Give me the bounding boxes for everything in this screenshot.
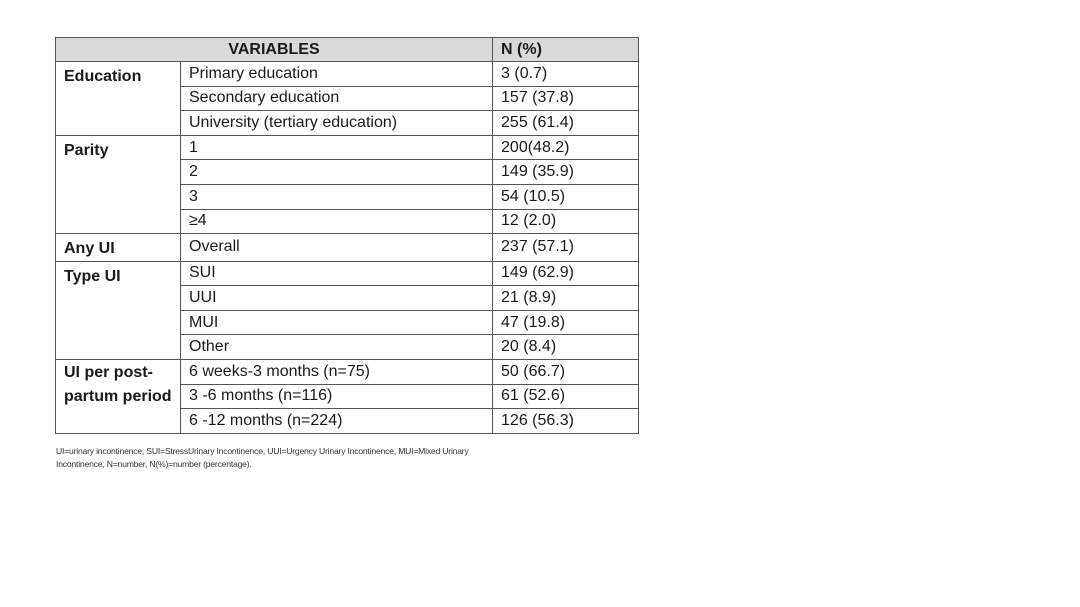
value-cell: 149 (35.9) (493, 160, 639, 185)
table-row (56, 135, 639, 160)
value-cell: 61 (52.6) (493, 384, 639, 409)
value-cell: 200(48.2) (493, 135, 639, 160)
value-cell: 20 (8.4) (493, 335, 639, 360)
category-cell: 3 (181, 184, 493, 209)
footnote-line-1: UI=urinary incontinence, SUI=StressUrinary Incontinence, UUI=Urgency Urinary Incontinence, MUI=Mixed Urinary (56, 446, 469, 456)
category-cell: Secondary education (181, 86, 493, 111)
table-row (56, 234, 639, 262)
table-row (56, 360, 639, 385)
category-cell: 6 weeks-3 months (n=75) (181, 360, 493, 385)
category-cell: 2 (181, 160, 493, 185)
group-label-parity: Parity (56, 135, 181, 233)
footnote-line-2: Incontinence, N=number, N(%)=number (percentage). (56, 458, 252, 469)
category-cell: UUI (181, 286, 493, 311)
demographics-table (55, 37, 639, 434)
value-cell: 50 (66.7) (493, 360, 639, 385)
value-cell: 54 (10.5) (493, 184, 639, 209)
category-cell: University (tertiary education) (181, 111, 493, 136)
category-cell: SUI (181, 261, 493, 286)
header-n-percent: N (%) (493, 38, 639, 62)
table-footnote (56, 445, 576, 470)
category-cell: Overall (181, 234, 493, 262)
group-label-education: Education (56, 62, 181, 136)
category-cell: 3 -6 months (n=116) (181, 384, 493, 409)
category-cell: 1 (181, 135, 493, 160)
group-label-any-ui: Any UI (56, 234, 181, 262)
value-cell: 126 (56.3) (493, 409, 639, 434)
group-label-ui-postpartum: UI per post-partum period (56, 360, 181, 434)
value-cell: 255 (61.4) (493, 111, 639, 136)
value-cell: 157 (37.8) (493, 86, 639, 111)
category-cell: ≥4 (181, 209, 493, 234)
table-row (56, 62, 639, 87)
header-variables: VARIABLES (56, 38, 493, 62)
category-cell: 6 -12 months (n=224) (181, 409, 493, 434)
value-cell: 47 (19.8) (493, 310, 639, 335)
table-body (56, 62, 639, 434)
category-cell: MUI (181, 310, 493, 335)
value-cell: 12 (2.0) (493, 209, 639, 234)
value-cell: 3 (0.7) (493, 62, 639, 87)
table-row (56, 261, 639, 286)
table-header-row (56, 38, 639, 62)
category-cell: Primary education (181, 62, 493, 87)
value-cell: 237 (57.1) (493, 234, 639, 262)
group-label-type-ui: Type UI (56, 261, 181, 359)
demographics-table-container (55, 37, 638, 434)
value-cell: 149 (62.9) (493, 261, 639, 286)
value-cell: 21 (8.9) (493, 286, 639, 311)
category-cell: Other (181, 335, 493, 360)
